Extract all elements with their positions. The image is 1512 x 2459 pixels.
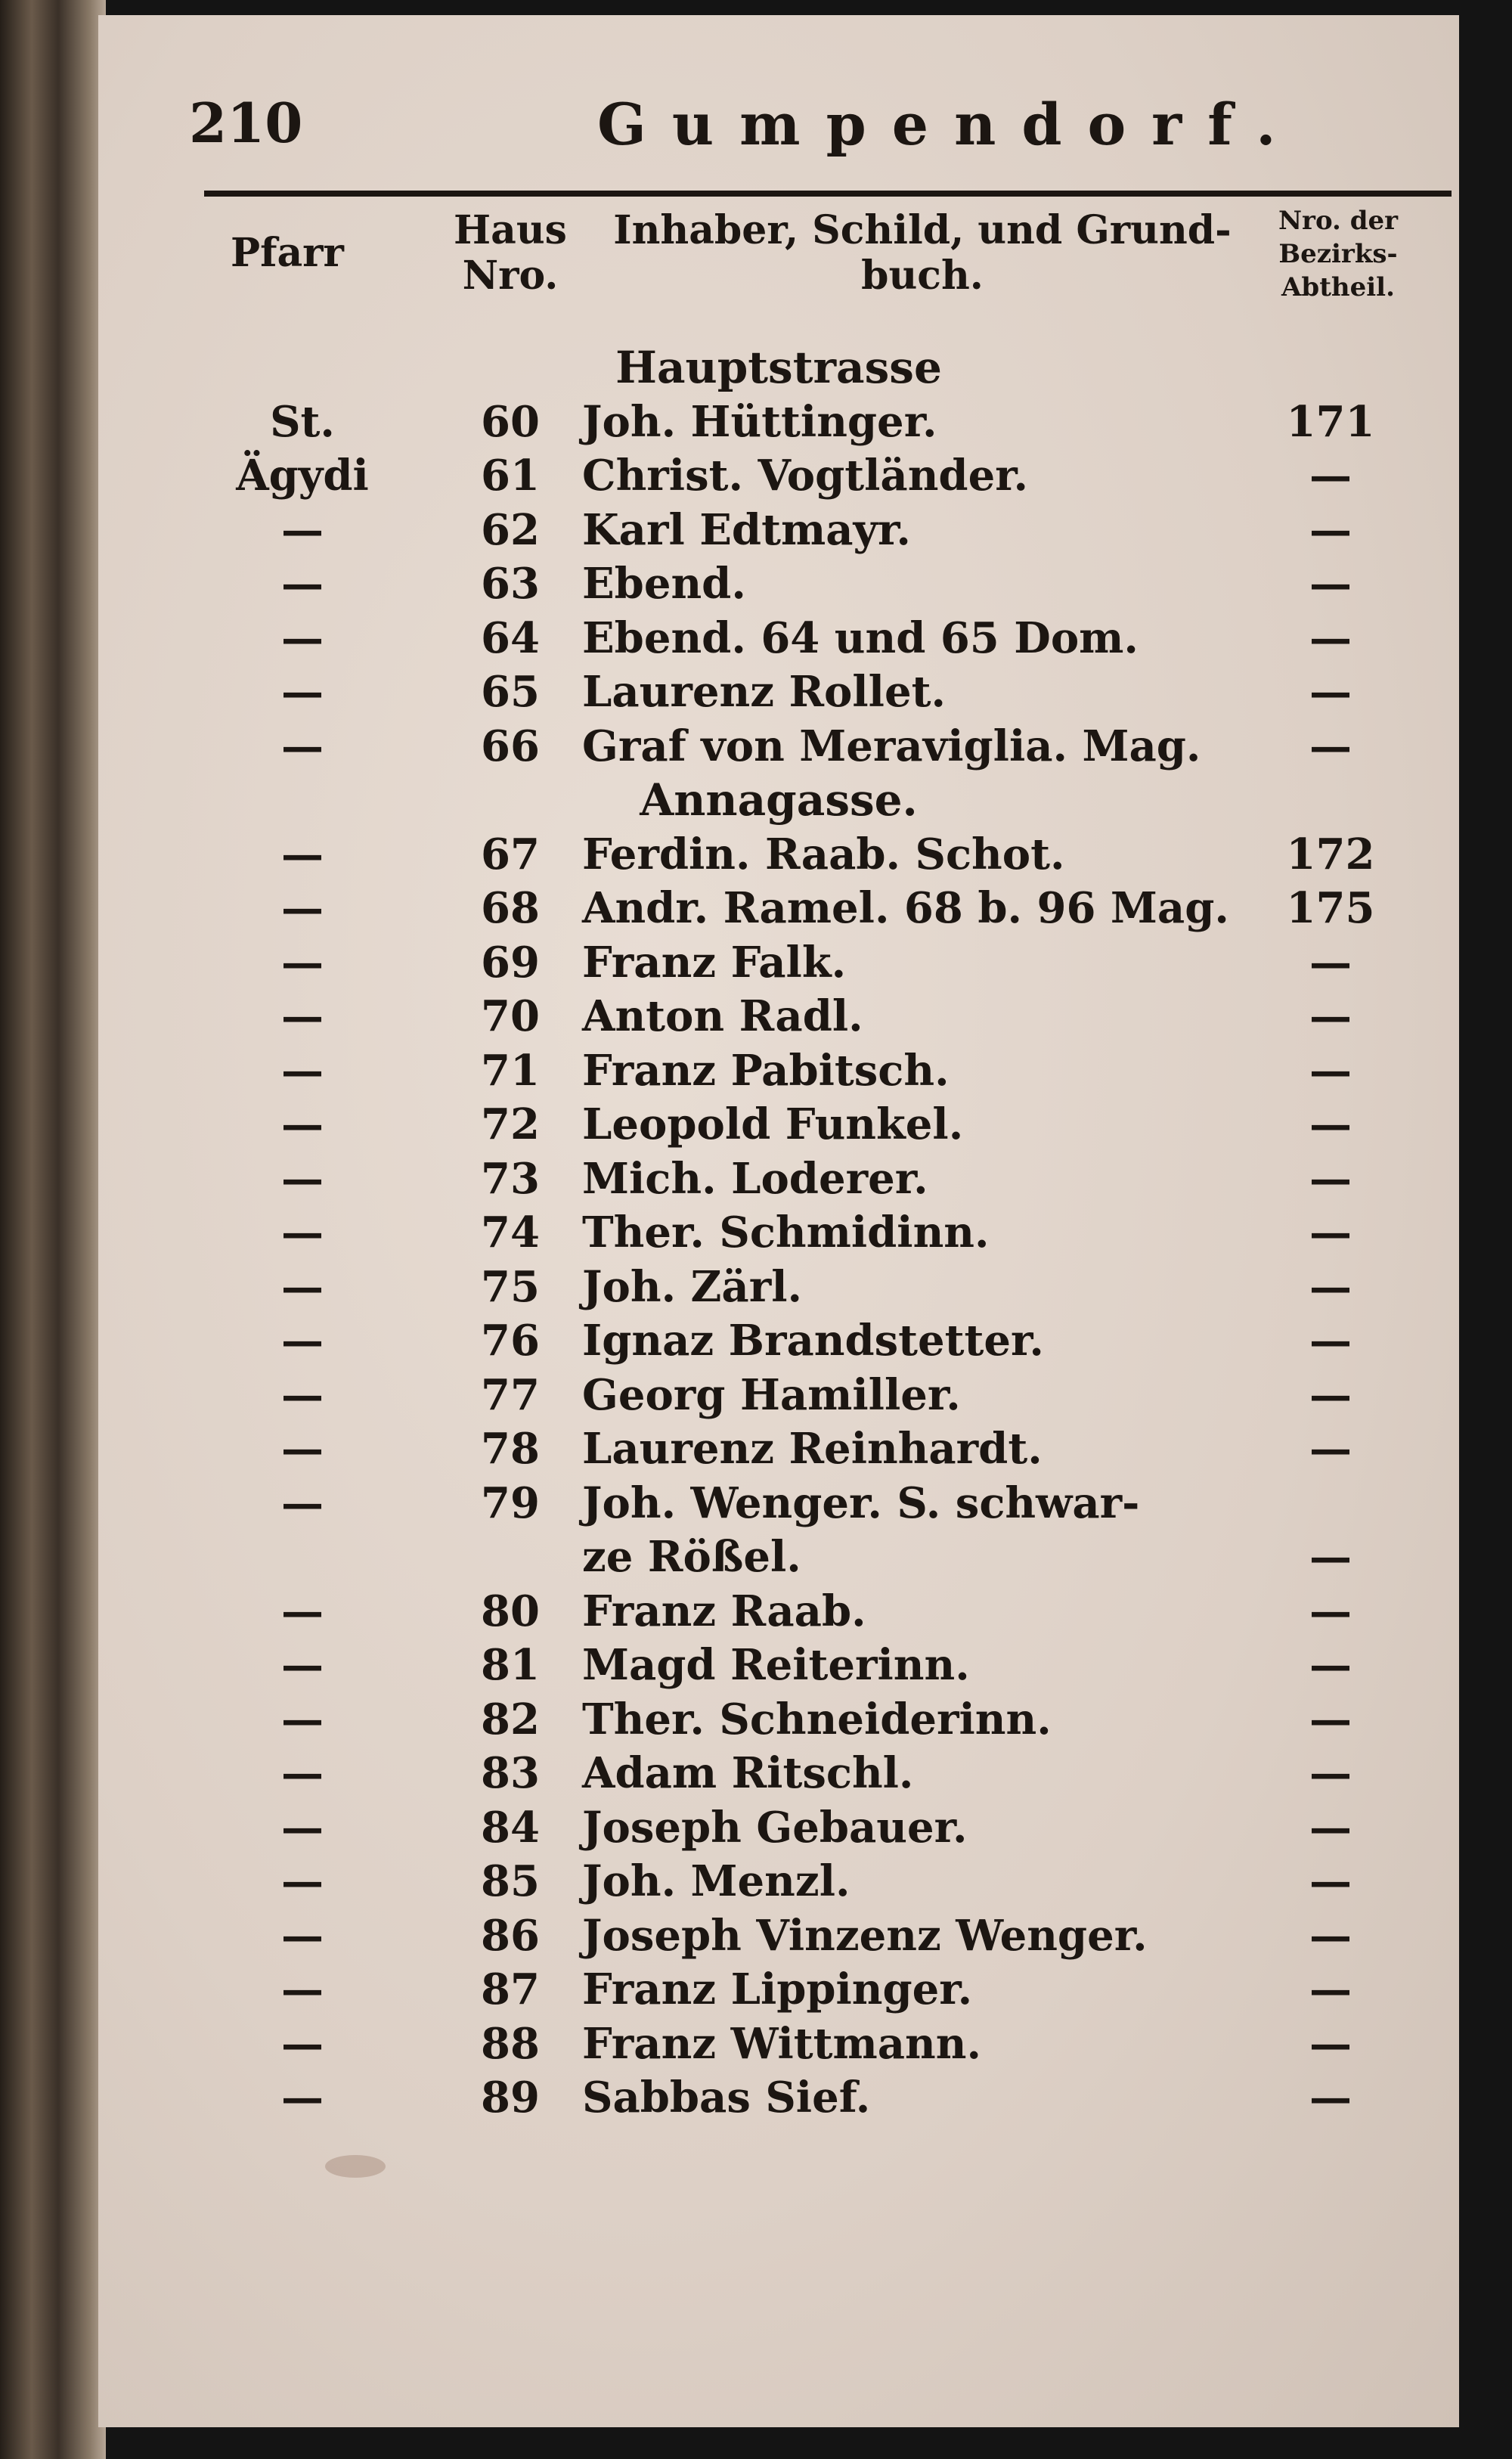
pfarr-cell: — <box>281 1424 324 1474</box>
register-row <box>98 395 1459 449</box>
district-number-cell: — <box>1309 504 1352 555</box>
house-number-cell: 82 <box>481 1694 540 1744</box>
owner-cell: Georg Hamiller. <box>582 1369 961 1420</box>
register-row <box>98 1692 1459 1747</box>
pfarr-cell: — <box>281 1640 324 1690</box>
district-number-cell: 171 <box>1286 396 1375 447</box>
page-number: 210 <box>189 91 303 155</box>
pfarr-cell: — <box>281 1748 324 1798</box>
col-bezirk <box>1240 204 1436 304</box>
ink-stain <box>325 2155 386 2178</box>
district-number-cell: 172 <box>1286 829 1375 879</box>
col-inhaber-line2: buch. <box>861 253 984 299</box>
running-head: Gumpendorf. <box>597 91 1302 158</box>
pfarr-cell: — <box>281 1045 324 1096</box>
owner-cell: Joh. Menzl. <box>582 1856 850 1906</box>
owner-cell: Christ. Vogtländer. <box>582 451 1029 501</box>
col-bezirk-line1: Nro. der <box>1278 206 1399 236</box>
owner-cell: Leopold Funkel. <box>582 1099 964 1149</box>
col-haus-line2: Nro. <box>462 253 559 299</box>
house-number-cell: 78 <box>481 1424 540 1474</box>
owner-cell: Joseph Vinzenz Wenger. <box>582 1910 1148 1961</box>
col-haus-line1: Haus <box>454 207 567 253</box>
district-number-cell: — <box>1309 1748 1352 1798</box>
district-number-cell: — <box>1309 937 1352 988</box>
house-number-cell: 88 <box>481 2018 540 2069</box>
register-row <box>98 935 1459 990</box>
district-number-cell: — <box>1309 1099 1352 1149</box>
register-row <box>98 557 1459 611</box>
district-number-cell: — <box>1309 1640 1352 1690</box>
register-row <box>98 1313 1459 1368</box>
pfarr-cell: — <box>281 2073 324 2123</box>
owner-cell: Ferdin. Raab. Schot. <box>582 829 1065 879</box>
pfarr-cell: — <box>281 721 324 771</box>
house-number-cell: 60 <box>481 396 540 447</box>
pfarr-cell: Ägydi <box>236 451 369 501</box>
register-row <box>98 1530 1459 1584</box>
owner-cell: Ther. Schneiderinn. <box>582 1694 1052 1744</box>
pfarr-cell: — <box>281 667 324 717</box>
house-number-cell: 81 <box>481 1640 540 1690</box>
owner-cell: Ignaz Brandstetter. <box>582 1316 1044 1366</box>
house-number-cell: 64 <box>481 612 540 663</box>
house-number-cell: 89 <box>481 2073 540 2123</box>
owner-cell: Franz Raab. <box>582 1586 866 1636</box>
owner-cell: Franz Lippinger. <box>582 1964 973 2014</box>
col-bezirk-line2: Bezirks- <box>1278 239 1398 269</box>
pfarr-cell: — <box>281 2018 324 2069</box>
register-row <box>98 1962 1459 2017</box>
owner-cell: Ebend. 64 und 65 Dom. <box>582 612 1139 663</box>
pfarr-cell: — <box>281 504 324 555</box>
house-number-cell: 68 <box>481 883 540 933</box>
register-row <box>98 1476 1459 1530</box>
house-number-cell: 77 <box>481 1369 540 1420</box>
register-row <box>98 1043 1459 1098</box>
district-number-cell: — <box>1309 612 1352 663</box>
pfarr-cell: — <box>281 1153 324 1204</box>
district-number-cell: — <box>1309 1424 1352 1474</box>
register-row <box>98 1638 1459 1692</box>
owner-cell: Joh. Zärl. <box>582 1261 802 1312</box>
register-row <box>98 827 1459 882</box>
house-number-cell: 79 <box>481 1478 540 1528</box>
col-inhaber-line1: Inhaber, Schild, und Grund- <box>613 207 1232 253</box>
pfarr-cell: — <box>281 1910 324 1961</box>
pfarr-cell: — <box>281 1208 324 1257</box>
district-number-cell: — <box>1309 1261 1352 1312</box>
register-row <box>98 1800 1459 1855</box>
house-number-cell: 72 <box>481 1099 540 1149</box>
register-row <box>98 1909 1459 1963</box>
owner-cell: Laurenz Rollet. <box>582 667 946 717</box>
house-number-cell: 75 <box>481 1261 540 1312</box>
district-number-cell: — <box>1309 2018 1352 2069</box>
book-edge <box>0 0 106 2459</box>
register-row <box>98 1584 1459 1639</box>
book-page <box>98 15 1459 2427</box>
house-number-cell: 67 <box>481 829 540 879</box>
owner-cell: Ther. Schmidinn. <box>582 1208 990 1257</box>
owner-cell: Laurenz Reinhardt. <box>582 1424 1043 1474</box>
street-heading: Annagasse. <box>640 774 918 826</box>
district-number-cell: — <box>1309 1045 1352 1096</box>
owner-cell: Anton Radl. <box>582 991 863 1041</box>
district-number-cell: — <box>1309 1802 1352 1853</box>
pfarr-cell: — <box>281 1802 324 1853</box>
house-number-cell: 66 <box>481 721 540 771</box>
pfarr-cell: — <box>281 1099 324 1149</box>
house-number-cell: 71 <box>481 1045 540 1096</box>
pfarr-cell: — <box>281 1856 324 1906</box>
owner-cell: Sabbas Sief. <box>582 2073 871 2123</box>
district-number-cell: — <box>1309 667 1352 717</box>
district-number-cell: — <box>1309 991 1352 1041</box>
house-number-cell: 86 <box>481 1910 540 1961</box>
register-row <box>98 719 1459 774</box>
pfarr-cell: — <box>281 1478 324 1528</box>
register-row <box>98 503 1459 557</box>
street-heading: Hauptstrasse <box>615 342 942 393</box>
pfarr-cell: — <box>281 1316 324 1366</box>
house-number-cell: 84 <box>481 1802 540 1853</box>
register-row <box>98 1205 1459 1260</box>
register-row <box>98 1854 1459 1909</box>
district-number-cell: — <box>1309 451 1352 501</box>
owner-cell: Graf von Meraviglia. Mag. <box>582 721 1201 771</box>
col-inhaber <box>582 208 1263 299</box>
district-number-cell: — <box>1309 1532 1352 1582</box>
district-number-cell: — <box>1309 1316 1352 1366</box>
owner-cell: Mich. Loderer. <box>582 1153 928 1204</box>
district-number-cell: — <box>1309 1694 1352 1744</box>
col-pfarr: Pfarr <box>231 230 344 276</box>
owner-cell: Adam Ritschl. <box>582 1748 914 1798</box>
owner-cell: Franz Wittmann. <box>582 2018 981 2069</box>
house-number-cell: 73 <box>481 1153 540 1204</box>
house-number-cell: 80 <box>481 1586 540 1636</box>
pfarr-cell: — <box>281 991 324 1041</box>
register-row <box>98 611 1459 665</box>
register-row <box>98 881 1459 935</box>
district-number-cell: — <box>1309 1856 1352 1906</box>
district-number-cell: — <box>1309 2073 1352 2123</box>
house-number-cell: 63 <box>481 559 540 609</box>
register-row <box>98 989 1459 1043</box>
owner-cell: ze Rößel. <box>582 1532 801 1582</box>
pfarr-cell: — <box>281 1369 324 1420</box>
district-number-cell: — <box>1309 1369 1352 1420</box>
owner-cell: Andr. Ramel. 68 b. 96 Mag. <box>582 883 1229 933</box>
register-row <box>98 1152 1459 1206</box>
owner-cell: Franz Falk. <box>582 937 847 988</box>
house-number-cell: 61 <box>481 451 540 501</box>
owner-cell: Franz Pabitsch. <box>582 1045 950 1096</box>
district-number-cell: — <box>1309 1910 1352 1961</box>
pfarr-cell: St. <box>270 396 335 447</box>
register-row <box>98 2070 1459 2125</box>
register-row <box>98 1422 1459 1476</box>
header-rule <box>204 191 1452 197</box>
house-number-cell: 62 <box>481 504 540 555</box>
district-number-cell: — <box>1309 1586 1352 1636</box>
house-number-cell: 69 <box>481 937 540 988</box>
register-row <box>98 1260 1459 1314</box>
pfarr-cell: — <box>281 559 324 609</box>
register-row <box>98 1368 1459 1422</box>
house-number-cell: 85 <box>481 1856 540 1906</box>
register-row <box>98 1746 1459 1800</box>
pfarr-cell: — <box>281 883 324 933</box>
owner-cell: Joh. Wenger. S. schwar- <box>582 1478 1140 1528</box>
district-number-cell: — <box>1309 1153 1352 1204</box>
pfarr-cell: — <box>281 1586 324 1636</box>
owner-cell: Joseph Gebauer. <box>582 1802 968 1853</box>
district-number-cell: — <box>1309 1208 1352 1257</box>
district-number-cell: — <box>1309 721 1352 771</box>
register-row <box>98 2017 1459 2071</box>
house-number-cell: 65 <box>481 667 540 717</box>
register-row <box>98 1097 1459 1152</box>
page-header <box>189 91 1452 181</box>
register-row <box>98 448 1459 503</box>
pfarr-cell: — <box>281 1261 324 1312</box>
pfarr-cell: — <box>281 829 324 879</box>
owner-cell: Ebend. <box>582 559 746 609</box>
col-bezirk-line3: Abtheil. <box>1281 272 1395 302</box>
house-number-cell: 74 <box>481 1208 540 1257</box>
pfarr-cell: — <box>281 1964 324 2014</box>
house-number-cell: 70 <box>481 991 540 1041</box>
pfarr-cell: — <box>281 937 324 988</box>
district-number-cell: — <box>1309 559 1352 609</box>
house-number-cell: 83 <box>481 1748 540 1798</box>
house-number-cell: 87 <box>481 1964 540 2014</box>
pfarr-cell: — <box>281 1694 324 1744</box>
register-row <box>98 665 1459 719</box>
owner-cell: Magd Reiterinn. <box>582 1640 970 1690</box>
district-number-cell: — <box>1309 1964 1352 2014</box>
house-number-cell: 76 <box>481 1316 540 1366</box>
owner-cell: Karl Edtmayr. <box>582 504 911 555</box>
pfarr-cell: — <box>281 612 324 663</box>
col-haus <box>416 208 605 299</box>
district-number-cell: 175 <box>1286 883 1375 933</box>
owner-cell: Joh. Hüttinger. <box>582 396 937 447</box>
